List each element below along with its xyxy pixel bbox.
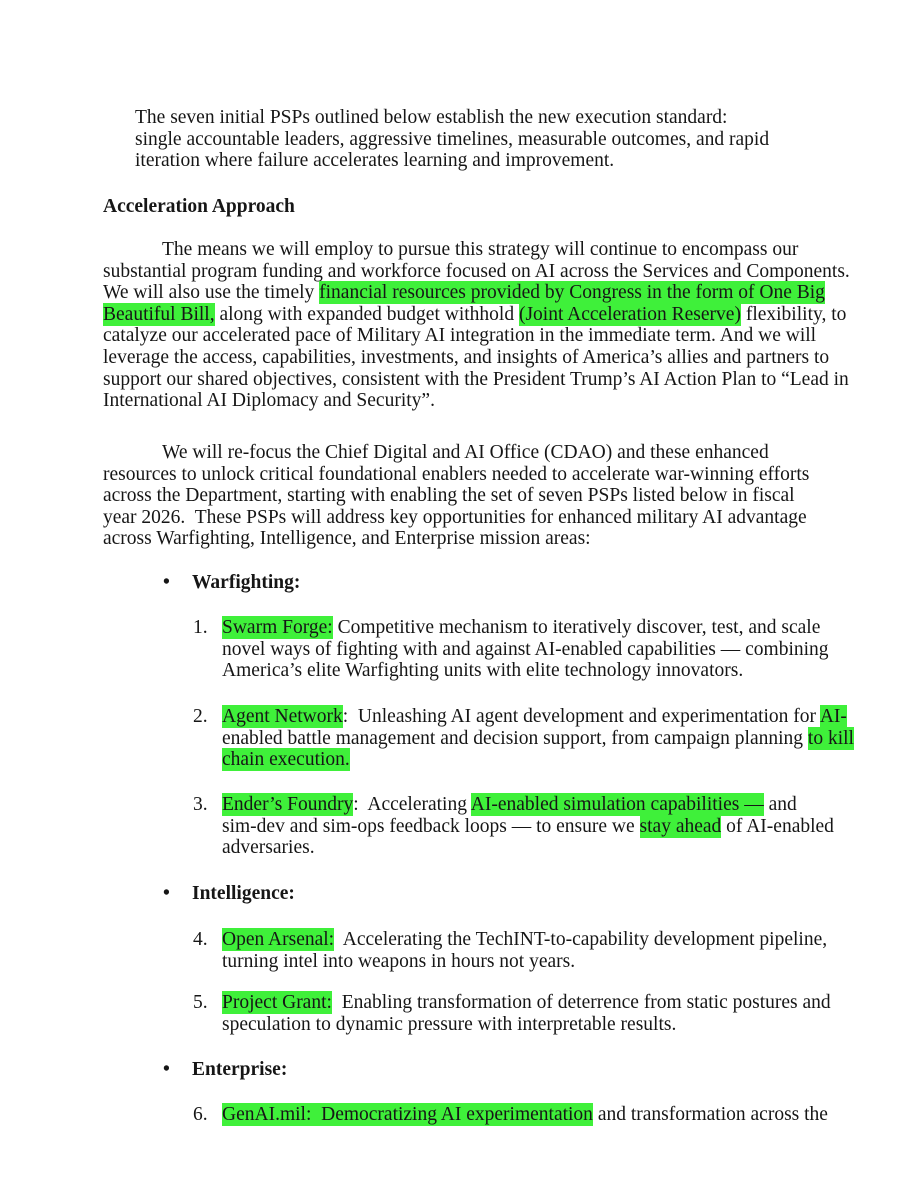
text-line xyxy=(222,706,854,728)
psp-item-3 xyxy=(193,794,834,859)
text-segment: along with expanded budget withhold xyxy=(214,303,519,325)
text-line xyxy=(222,617,829,639)
text-segment: Competitive mechanism to iteratively discover, test, and scale xyxy=(332,617,821,638)
text-segment: flexibility, to xyxy=(740,303,847,325)
text-line xyxy=(103,485,809,507)
psp-item-4 xyxy=(193,929,828,972)
text-line xyxy=(103,507,809,529)
text-line xyxy=(103,325,850,347)
text-segment: iteration where failure accelerates learning and improvement. xyxy=(135,150,615,172)
text-line xyxy=(103,442,809,464)
text-line xyxy=(222,816,834,838)
text-line xyxy=(103,196,295,218)
item-number: 2. xyxy=(193,706,208,727)
text-segment: The seven initial PSPs outlined below establish the new execution standard: xyxy=(135,107,728,128)
text-line xyxy=(135,107,769,129)
text-segment: enabled battle management and decision support, from campaign planning xyxy=(222,727,808,749)
text-segment: : Accelerating xyxy=(353,794,471,815)
highlighted-text: financial resources provided by Congress in the form of One Big xyxy=(319,282,825,304)
text-line xyxy=(222,992,831,1014)
text-segment: year 2026. These PSPs will address key opportunities for enhanced military AI advantage xyxy=(103,506,807,528)
highlighted-text: Open Arsenal: xyxy=(222,929,335,950)
highlighted-text: Project Grant: xyxy=(222,992,332,1013)
text-segment: of AI-enabled xyxy=(721,815,834,837)
section-heading xyxy=(103,196,295,218)
text-segment: International AI Diplomacy and Security”. xyxy=(103,390,435,412)
text-line xyxy=(135,150,769,172)
bullet-icon: • xyxy=(163,572,170,593)
text-line xyxy=(135,129,769,151)
text-line xyxy=(103,282,850,304)
psp-item-6 xyxy=(193,1104,828,1126)
highlighted-text: Agent Network xyxy=(222,706,343,727)
highlighted-text: to kill xyxy=(807,727,854,749)
bullet-warfighting xyxy=(163,572,301,594)
text-segment: substantial program funding and workforce focused on AI across the Services and Components. xyxy=(103,260,850,282)
text-segment: : Unleashing AI agent development and experimentation for xyxy=(342,706,820,727)
highlighted-text: AI- xyxy=(819,706,847,727)
text-line xyxy=(222,929,827,951)
text-segment: Enterprise: xyxy=(192,1059,288,1080)
text-segment: leverage the access, capabilities, investments, and insights of America’s allies and partners to xyxy=(103,346,830,368)
text-segment: Enabling transformation of deterrence from static postures and xyxy=(331,992,831,1013)
bullet-icon: • xyxy=(163,883,170,904)
text-segment: sim-dev and sim-ops feedback loops — to ensure we xyxy=(222,815,640,837)
text-segment: across Warfighting, Intelligence, and Enterprise mission areas: xyxy=(103,528,591,550)
text-line xyxy=(222,1014,831,1036)
text-line xyxy=(192,883,295,905)
text-segment: Intelligence: xyxy=(192,883,295,904)
text-segment: resources to unlock critical foundational enablers needed to accelerate war-winning efforts xyxy=(103,463,810,485)
text-segment: America’s elite Warfighting units with elite technology innovators. xyxy=(222,660,744,682)
text-line xyxy=(222,837,834,859)
text-segment: novel ways of fighting with and against AI-enabled capabilities — combining xyxy=(222,638,829,660)
intro-paragraph xyxy=(135,107,769,172)
text-line xyxy=(222,794,834,816)
text-line xyxy=(222,660,829,682)
item-number: 3. xyxy=(193,794,208,815)
acceleration-paragraph xyxy=(103,239,850,412)
highlighted-text: stay ahead xyxy=(639,815,722,837)
text-line xyxy=(222,749,854,771)
text-line xyxy=(103,369,850,391)
bullet-icon: • xyxy=(163,1059,170,1080)
highlighted-text: Beautiful Bill, xyxy=(103,303,215,325)
bullet-enterprise xyxy=(163,1059,288,1081)
text-segment: We will also use the timely xyxy=(103,282,320,304)
highlighted-text: chain execution. xyxy=(222,749,350,771)
text-segment: adversaries. xyxy=(222,837,315,859)
text-line xyxy=(103,464,809,486)
text-line xyxy=(103,304,850,326)
text-line xyxy=(103,261,850,283)
cdao-paragraph xyxy=(103,442,809,550)
text-line xyxy=(103,528,809,550)
psp-item-2 xyxy=(193,706,854,771)
text-segment: Warfighting: xyxy=(192,572,301,593)
item-number: 5. xyxy=(193,992,208,1013)
text-segment: speculation to dynamic pressure with interpretable results. xyxy=(222,1013,677,1035)
text-segment: support our shared objectives, consistent with the President Trump’s AI Action Plan to “Lead in xyxy=(103,368,849,390)
text-segment: We will re-focus the Chief Digital and AI Office (CDAO) and these enhanced xyxy=(162,442,769,463)
text-line xyxy=(103,239,850,261)
highlighted-text: AI-enabled simulation capabilities — xyxy=(470,794,764,815)
highlighted-text: (Joint Acceleration Reserve) xyxy=(518,303,741,325)
text-line xyxy=(192,1059,287,1081)
text-segment: and xyxy=(763,794,797,815)
text-segment: Acceleration Approach xyxy=(103,196,295,217)
text-line xyxy=(222,728,854,750)
psp-item-1 xyxy=(193,617,829,682)
text-line xyxy=(103,347,850,369)
highlighted-text: Ender’s Foundry xyxy=(222,794,354,815)
text-line xyxy=(222,951,827,973)
item-number: 6. xyxy=(193,1104,208,1125)
text-segment: turning intel into weapons in hours not years. xyxy=(222,950,576,972)
item-number: 1. xyxy=(193,617,208,638)
text-line xyxy=(222,639,829,661)
text-segment: and transformation across the xyxy=(592,1104,828,1125)
bullet-intelligence xyxy=(163,883,295,905)
psp-item-5 xyxy=(193,992,831,1035)
highlighted-text: Swarm Forge: xyxy=(222,617,333,638)
text-line xyxy=(192,572,300,594)
text-segment: catalyze our accelerated pace of Military AI integration in the immediate term. And we will xyxy=(103,325,817,347)
text-segment: Accelerating the TechINT-to-capability development pipeline, xyxy=(334,929,828,950)
highlighted-text: GenAI.mil: Democratizing AI experimentation xyxy=(222,1104,593,1125)
text-segment: The means we will employ to pursue this strategy will continue to encompass our xyxy=(162,239,799,260)
text-line xyxy=(222,1104,828,1126)
text-line xyxy=(103,390,850,412)
text-segment: single accountable leaders, aggressive timelines, measurable outcomes, and rapid xyxy=(135,128,770,150)
item-number: 4. xyxy=(193,929,208,950)
text-segment: across the Department, starting with enabling the set of seven PSPs listed below in fiscal xyxy=(103,485,795,507)
